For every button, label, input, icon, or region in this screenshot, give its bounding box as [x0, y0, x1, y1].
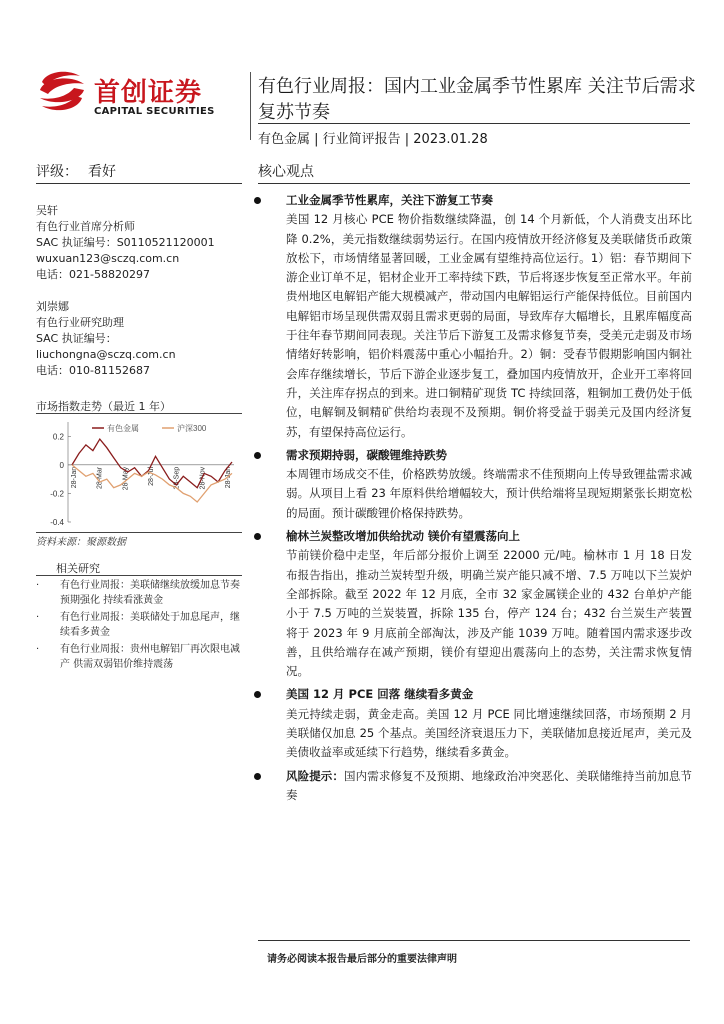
bullet-icon — [254, 533, 261, 540]
core-view-title: 核心观点 — [258, 164, 314, 180]
section-heading: 需求预期持弱，碳酸锂维持跌势 — [286, 447, 447, 462]
section-industrial-metals — [264, 191, 692, 442]
legal-footer: 请务必阅读本报告最后部分的重要法律声明 — [267, 954, 457, 965]
bullet-icon — [254, 452, 261, 459]
section-heading: 工业金属季节性累库，关注下游复工节奏 — [286, 193, 493, 207]
x-tick-label: 28-Jan — [71, 466, 78, 489]
bullet-icon — [254, 691, 261, 698]
risk-body: 国内需求修复不及预期、地缘政治冲突恶化、美联储维持当前加息节奏 — [286, 768, 692, 802]
company-logo — [36, 66, 246, 126]
logo-mark-icon — [36, 68, 88, 114]
y-tick-label: -0.4 — [50, 518, 64, 527]
x-tick-label: 28-Nov — [199, 466, 207, 490]
section-body: 节前镁价稳中走坚，年后部分报价上调至 22000 元/吨。榆林市 1 月 18 日发布报告指出，推动兰炭转型升级，明确兰炭产能只减不增、7.5 万吨以下兰炭炉全部拆除。截至 2022 年 12 月底，全市 32 家金属镁企业的 432 台单炉产能小于 7.5 万吨的兰炭装置，拆除 135 台，停产 124 台；432 台兰炭生产装置将于 2023 年 9 月底前全部淘汰，涉及产能 1039 万吨。随着国内需求逐步改善，且供给端存在减产预期，镁价有望迎出震荡向上的态势，关注需求恢复情况。 — [286, 548, 692, 679]
report-subtitle: 有色金属 | 行业简评报告 | 2023.01.28 — [258, 132, 488, 147]
analyst-email[interactable]: wuxuan123@sczq.com.cn — [36, 252, 180, 265]
x-tick-label: 28-May — [122, 466, 130, 491]
analyst-block — [36, 299, 176, 379]
analyst-email[interactable]: liuchongna@sczq.com.cn — [36, 348, 176, 361]
analyst-name: 吴轩 — [36, 204, 58, 217]
logo-name-en: CAPITAL SECURITIES — [94, 106, 215, 117]
bullet-icon — [254, 773, 261, 780]
rating-value: 看好 — [88, 164, 116, 180]
related-item-text: 有色行业周报：美联储继续放缓加息节奏预期强化 持续看涨黄金 — [60, 580, 240, 606]
related-item[interactable] — [36, 578, 242, 608]
analyst-title: 有色行业首席分析师 — [36, 220, 135, 233]
bullet-icon: · — [36, 612, 40, 623]
legend-label: 有色金属 — [107, 424, 139, 433]
analyst-phone: 电话：010-81152687 — [36, 364, 150, 377]
left-separator — [36, 183, 242, 184]
logo-name-cn: 首创证券 — [94, 78, 203, 108]
core-views — [264, 191, 692, 809]
risk-text — [286, 767, 692, 806]
section-gold — [264, 685, 692, 762]
analyst-block — [36, 203, 215, 283]
analyst-sac: SAC 执证编号：S0110521120001 — [36, 236, 215, 249]
y-tick-label: -0.2 — [50, 489, 64, 499]
title-underline — [258, 123, 690, 124]
rating — [36, 161, 116, 181]
chart-svg — [36, 414, 242, 532]
section-lithium — [264, 446, 692, 523]
report-title: 有色行业周报：国内工业金属季节性累库 关注节后需求复苏节奏 — [258, 76, 696, 123]
analyst-phone: 电话：021-58820297 — [36, 268, 150, 281]
related-item-text: 有色行业周报：贵州电解铝厂再次限电减产 供需双弱铝价维持震荡 — [60, 644, 240, 670]
bullet-icon — [254, 197, 261, 204]
right-separator — [258, 183, 690, 184]
chart-title: 市场指数走势（最近 1 年） — [36, 400, 171, 413]
section-risk — [264, 767, 692, 806]
footer-separator — [258, 940, 690, 941]
related-item[interactable] — [36, 610, 242, 640]
legend-label: 沪深300 — [177, 424, 207, 433]
bullet-icon: · — [36, 580, 40, 591]
risk-label: 风险提示： — [286, 768, 345, 783]
analyst-name: 刘崇娜 — [36, 300, 69, 313]
y-tick-label: 0 — [59, 460, 64, 470]
analyst-sac: SAC 执证编号： — [36, 332, 117, 345]
related-research-list — [36, 578, 242, 674]
section-magnesium — [264, 527, 692, 681]
analyst-title: 有色行业研究助理 — [36, 316, 124, 329]
chart-source: 资料来源：聚源数据 — [36, 537, 126, 548]
related-item-text: 有色行业周报：美联储处于加息尾声，继续看多黄金 — [60, 612, 240, 638]
section-heading: 榆林兰炭整改增加供给扰动 镁价有望震荡向上 — [286, 529, 521, 544]
rating-label: 评级： — [36, 164, 78, 180]
x-tick-label: 28-Sep — [173, 466, 181, 490]
x-tick-label: 28-Mar — [96, 466, 104, 490]
x-tick-label: 28-Jul — [148, 466, 155, 486]
section-heading: 美国 12 月 PCE 回落 继续看多黄金 — [286, 687, 474, 702]
related-research-title: 相关研究 — [56, 562, 100, 575]
related-item[interactable] — [36, 642, 242, 672]
y-tick-label: 0.2 — [52, 432, 64, 442]
section-body: 美元持续走弱，黄金走高。美国 12 月 PCE 同比增速继续回落，市场预期 2 月美联储仅加息 25 个基点。美国经济衰退压力下，美联储加息接近尾声，美元及美债收益率或延续下行趋势，继续看多黄金。 — [286, 706, 692, 760]
x-tick-label: 28-Jan — [225, 466, 232, 489]
bullet-icon: · — [36, 644, 40, 655]
section-body: 本周锂市场成交不佳，价格跌势放缓。终端需求不佳预期向上传导致锂盐需求减弱。从项目上看 23 年原料供给增幅较大，预计供给端将呈现短期紧张长期宽松的局面。预计碳酸锂价格保持跌势。 — [286, 467, 692, 520]
market-index-chart — [36, 413, 242, 533]
header-divider — [250, 72, 251, 140]
related-separator — [36, 575, 242, 576]
section-body: 美国 12 月核心 PCE 物价指数继续降温，创 14 个月新低，个人消费支出环比降 0.2%，美元指数继续弱势运行。在国内疫情放开经济修复及美联储货币政策放松下，市场情绪显著回暖，工业金属有望维持高位运行。1）铝：春节期间下游企业订单不足，铝材企业开工率持续下跌，节后将逐步恢复至正常水平。年前贵州地区电解铝产能大规模减产，带动国内电解铝运行产能保持低位。目前国内电解铝市场呈现供需双弱且需求更弱的局面，导致库存大幅增长，且累库幅度高于往年春节期间同表现。关注节后下游复工及需求修复节奏，受美元走弱及市场情绪好转影响，铝价料震荡中重心小幅抬升。2）铜：受春节假期影响国内铜社会库存继续增长，节后下游企业逐步复工，叠加国内疫情放开，企业开工率将回升，关注库存拐点的到来。进口铜精矿现货 TC 持续回落，粗铜加工费仍处于低位，电解铜及铜精矿供给均表现不及预期。铜价将受益于弱美元及国内经济复苏，有望保持高位运行。 — [286, 212, 692, 439]
